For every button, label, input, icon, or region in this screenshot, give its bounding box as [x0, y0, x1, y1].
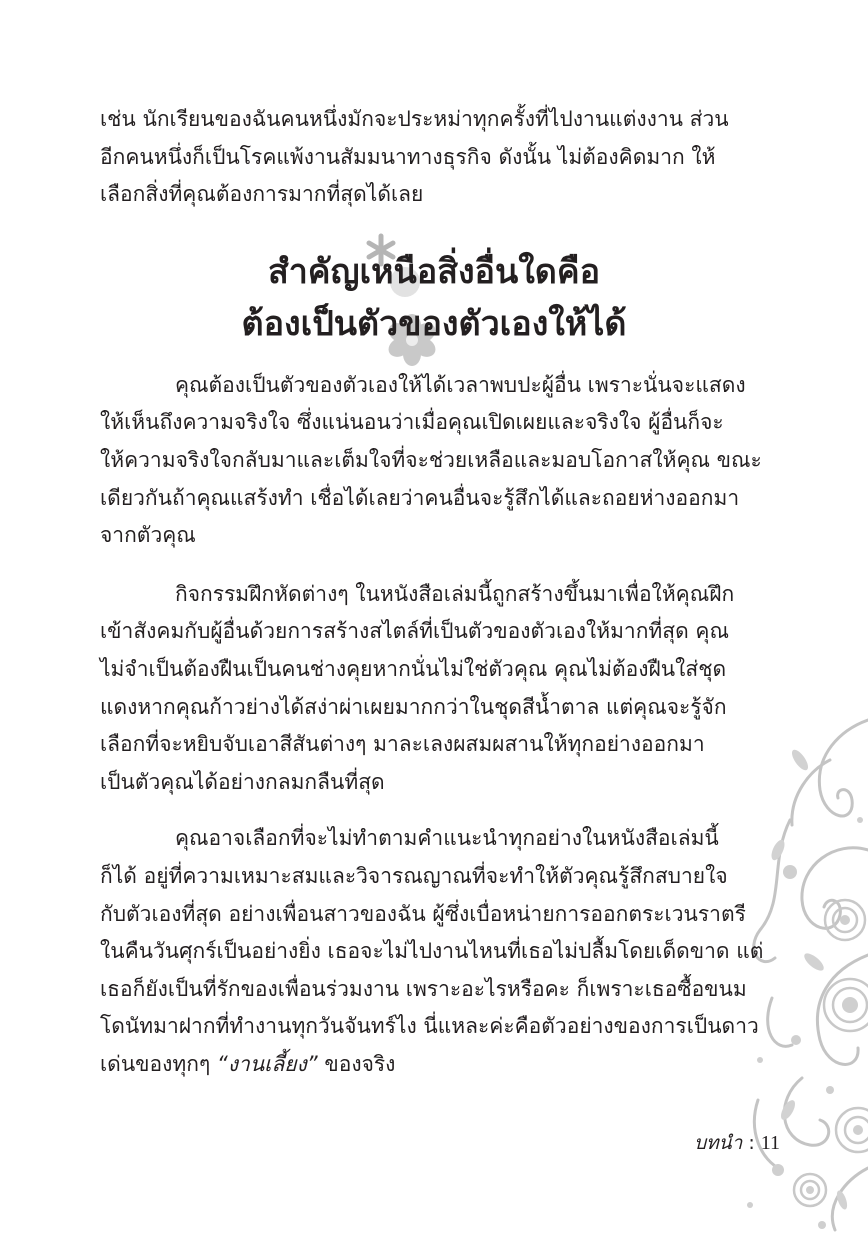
footer-separator: :: [748, 1132, 755, 1154]
body-paragraph: [100, 367, 768, 555]
heading-line: ต้องเป็นตัวของตัวเองให้ได้: [241, 303, 627, 344]
intro-paragraph: [100, 101, 768, 214]
page-footer: [694, 1130, 780, 1156]
paragraph-line: แดงหากคุณก้าวย่างได้สง่าผ่าเผยมากกว่าในชุดสีน้ำตาล แต่คุณจะรู้จัก: [100, 694, 727, 719]
body-paragraph: [100, 576, 768, 802]
section-heading: [100, 246, 768, 350]
paragraph-line: ไม่จำเป็นต้องฝืนเป็นคนช่างคุยหากนั่นไม่ใช่ตัวคุณ คุณไม่ต้องฝืนใส่ชุด: [100, 656, 727, 681]
emphasized-quote: “งานเลี้ยง”: [216, 1051, 318, 1076]
paragraph-line: จากตัวคุณ: [100, 523, 196, 548]
paragraph-line: เข้าสังคมกับผู้อื่นด้วยการสร้างสไตล์ที่เป็นตัวของตัวเองให้มากที่สุด คุณ: [100, 619, 729, 644]
paragraph-line: โดนัทมาฝากที่ทำงานทุกวันจันทร์ไง นี่แหละค่ะคือตัวอย่างของการเป็นดาว: [100, 1014, 759, 1039]
text-column: [100, 101, 768, 1083]
paragraph-line: เช่น นักเรียนของฉันคนหนึ่งมักจะประหม่าทุกครั้งที่ไปงานแต่งงาน ส่วน: [100, 107, 729, 131]
paragraph-line: เธอก็ยังเป็นที่รักของเพื่อนร่วมงาน เพราะอะไรหรือคะ ก็เพราะเธอซื้อขนม: [100, 976, 747, 1001]
paragraph-line: ให้เห็นถึงความจริงใจ ซึ่งแน่นอนว่าเมื่อคุณเปิดเผยและจริงใจ ผู้อื่นก็จะ: [100, 410, 724, 435]
paragraph-line: เดียวกันถ้าคุณแสร้งทำ เชื่อได้เลยว่าคนอื่นจะรู้สึกได้และถอยห่างออกมา: [100, 485, 740, 510]
paragraph-line: เลือกที่จะหยิบจับเอาสีสันต่างๆ มาละเลงผสมผสานให้ทุกอย่างออกมา: [100, 732, 705, 757]
line-text: ของจริง: [317, 1051, 396, 1076]
body-paragraph: [100, 820, 768, 1083]
paragraph-line: [100, 1046, 768, 1084]
paragraph-line: อีกคนหนึ่งก็เป็นโรคแพ้งานสัมมนาทางธุรกิจ ดังนั้น ไม่ต้องคิดมาก ให้: [100, 144, 716, 169]
paragraph-line: ก็ได้ อยู่ที่ความเหมาะสมและวิจารณญาณที่จะทำให้ตัวคุณรู้สึกสบายใจ: [100, 863, 728, 888]
paragraph-line: กับตัวเองที่สุด อย่างเพื่อนสาวของฉัน ผู้ซึ่งเบื่อหน่ายการออกตระเวนราตรี: [100, 901, 746, 926]
line-text: เด่นของทุกๆ: [100, 1051, 217, 1076]
paragraph-line: เป็นตัวคุณได้อย่างกลมกลืนที่สุด: [100, 769, 385, 794]
paragraph-line: ให้ความจริงใจกลับมาและเต็มใจที่จะช่วยเหลือและมอบโอกาสให้คุณ ขณะ: [100, 447, 762, 472]
paragraph-line: คุณต้องเป็นตัวของตัวเองให้ได้เวลาพบปะผู้อื่น เพราะนั่นจะแสดง: [175, 372, 746, 397]
page-number: 11: [760, 1132, 780, 1154]
paragraph-line: กิจกรรมฝึกหัดต่างๆ ในหนังสือเล่มนี้ถูกสร้างขึ้นมาเพื่อให้คุณฝึก: [175, 581, 735, 606]
paragraph-line: คุณอาจเลือกที่จะไม่ทำตามคำแนะนำทุกอย่างในหนังสือเล่มนี้: [175, 826, 719, 851]
heading-line: สำคัญเหนือสิ่งอื่นใดคือ: [267, 251, 601, 292]
paragraph-line: ในคืนวันศุกร์เป็นอย่างยิ่ง เธอจะไม่ไปงานไหนที่เธอไม่ปลื้มโดยเด็ดขาด แต่: [100, 939, 764, 964]
chapter-name: บทนำ: [694, 1132, 743, 1154]
paragraph-line: เลือกสิ่งที่คุณต้องการมากที่สุดได้เลย: [100, 182, 424, 207]
